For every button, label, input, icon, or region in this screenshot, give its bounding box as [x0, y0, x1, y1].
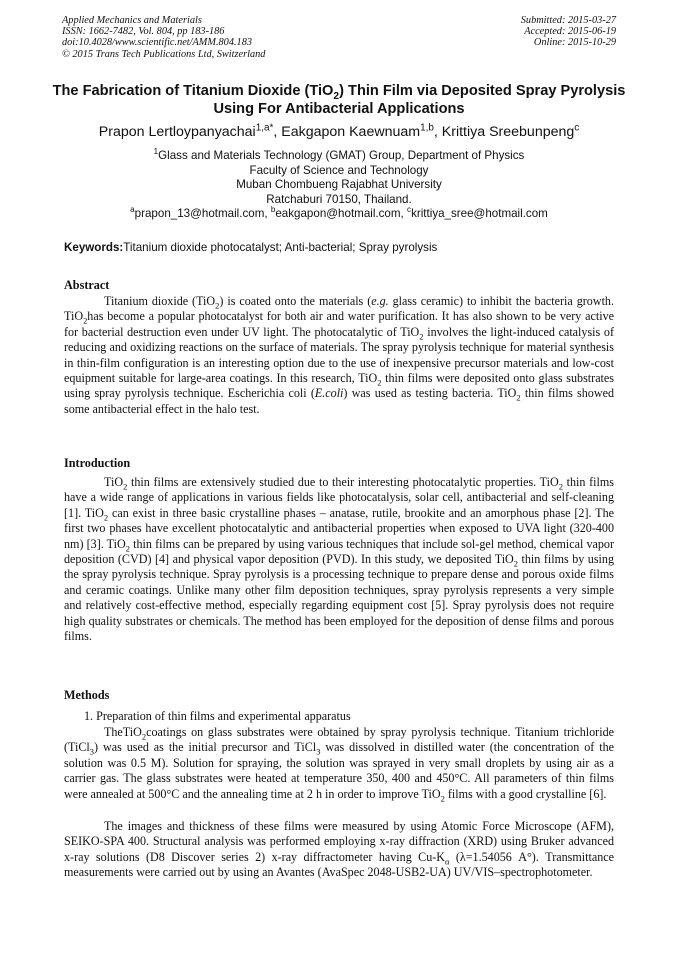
author-2: , Eakgapon Kaewnuam	[273, 124, 421, 140]
journal-info	[62, 15, 362, 60]
author-3: , Krittiya Sreebunpeng	[433, 124, 575, 140]
author-emails: $^a$prapon_13@hotmail.com, $^b$eakgapon@hotmail.com, $^c$krittiya_sree@hotmail.com	[130, 205, 548, 221]
dates-info	[396, 15, 616, 49]
journal-name: Applied Mechanics and Materials	[62, 15, 202, 26]
introduction-heading: Introduction	[64, 456, 131, 470]
issn-line: ISSN: 1662-7482, Vol. 804, pp 183-186	[62, 26, 225, 38]
affiliation: $^1$Glass and Materials Technology (GMAT) Group, Department of Physics Faculty of Science and Technology Muban Chombueng Rajabhat University Ratchaburi 70150, Thailand. $^a$prapon_13@hotmail.com, $^b$eakgapon@hotmail.com, $^c$krittiya_sree@hotmail.com	[40, 149, 638, 222]
author-list: Prapon Lertloypanyachai$^{1,a*}$, Eakgapon Kaewnuam$^{1,b}$, Krittiya Sreebunpeng$^c$	[98, 122, 580, 140]
methods-paragraph-2: The images and thickness of these films were measured by using Atomic Force Microscope (AFM), SEIKO-SPA 400. Structural analysis was performed employing x-ray diffraction (XRD) using Bruker advanced x-ray solutions (D8 Discover series 2) x-ray diffractometer having $Cu-K_\alpha$ (λ=1.54056 A°). Transmittance measurements were carried out by using an Avantes (AvaSpec 2048-USB2-UA) UV/VIS–spectrophotometer.	[64, 819, 614, 880]
methods-paragraph-1: TheTiO$_2$coatings on glass substrates were obtained by spray pyrolysis technique. Titanium trichloride (TiCl$_3$) was used as the initial precursor and TiCl$_3$ was dissolved in distilled water (the concentration of the solution was 0.5 M). Solution for spraying, the solution was sprayed in very small droplets by using air as a carrier gas. The glass substrates were heated at temperature 350, 400 and 450°C. All parameters of thin films were annealed at 500°C and the annealing time at 2 h in order to improve TiO$_2$ films with a good crystalline [6].	[64, 725, 614, 804]
paper-title: The Fabrication of Titanium Dioxide (TiO$_2$) Thin Film via Deposited Spray Pyrolysis Using For Antibacterial Applications	[52, 83, 626, 117]
author-1: Prapon Lertloypanyachai	[98, 124, 256, 140]
introduction-text: TiO$_2$ thin films are extensively studied due to their interesting photocatalytic properties. TiO$_2$ thin films have a wide range of applications in various fields like photocatalysis, solar cell, antibacterial and self-cleaning [1]. TiO$_2$ can exist in three basic crystalline phases – anatase, rutile, brookite and an amorphous phase [2]. The first two phases have excellent photocatalytic and antibacterial properties when exposed to UVA light (320-400 nm) [3]. TiO$_2$ thin films can be prepared by using various techniques that include sol-gel method, chemical vapor deposition (CVD) [4] and physical vapor deposition (PVD). In this study, we deposited TiO$_2$ thin films by using the spray pyrolysis technique. Spray pyrolysis is a processing technique to prepare dense and porous oxide films and ceramic coatings. Unlike many other film deposition techniques, spray pyrolysis represents a very simple and relatively cost-effective method, especially regarding equipment cost [5]. Spray pyrolysis does not require high quality substrates or chemicals. The method has been employed for the deposition of dense films and porous films.	[64, 475, 614, 644]
accepted-date: Accepted: 2015-06-19	[524, 26, 616, 38]
keywords: Keywords:Titanium dioxide photocatalyst; Anti-bacterial; Spray pyrolysis	[64, 241, 438, 254]
copyright-line: © 2015 Trans Tech Publications Ltd, Switzerland	[62, 48, 266, 60]
methods-subsection-1: 1. Preparation of thin films and experimental apparatus	[84, 709, 351, 723]
online-date: Online: 2015-10-29	[533, 37, 616, 49]
methods-heading: Methods	[64, 688, 110, 702]
abstract-text: Titanium dioxide (TiO$_2$) is coated onto the materials (e.g. glass ceramic) to inhibit the bacteria growth. TiO$_2$has become a popular photocatalyst for both air and water purification. It has also shown to be very active for bacterial destruction even under UV light. The photocatalytic of TiO$_2$ involves the light-induced catalysis of reducing and oxidizing reactions on the surface of materials. The spray pyrolysis technique for material synthesis in thin-film configuration is an interesting option due to the use of inexpensive precursor materials and low-cost equipment suitable for large-area coatings. In this research, TiO$_2$ thin films were deposited onto glass substrates using spray pyrolysis technique. Escherichia coli (E.coli) was used as testing bacteria. TiO$_2$ thin films showed some antibacterial effect in the halo test.	[64, 294, 615, 416]
submitted-date: Submitted: 2015-03-27	[520, 15, 616, 26]
abstract-heading: Abstract	[64, 278, 110, 292]
doi-line: doi:10.4028/www.scientific.net/AMM.804.183	[62, 37, 252, 49]
